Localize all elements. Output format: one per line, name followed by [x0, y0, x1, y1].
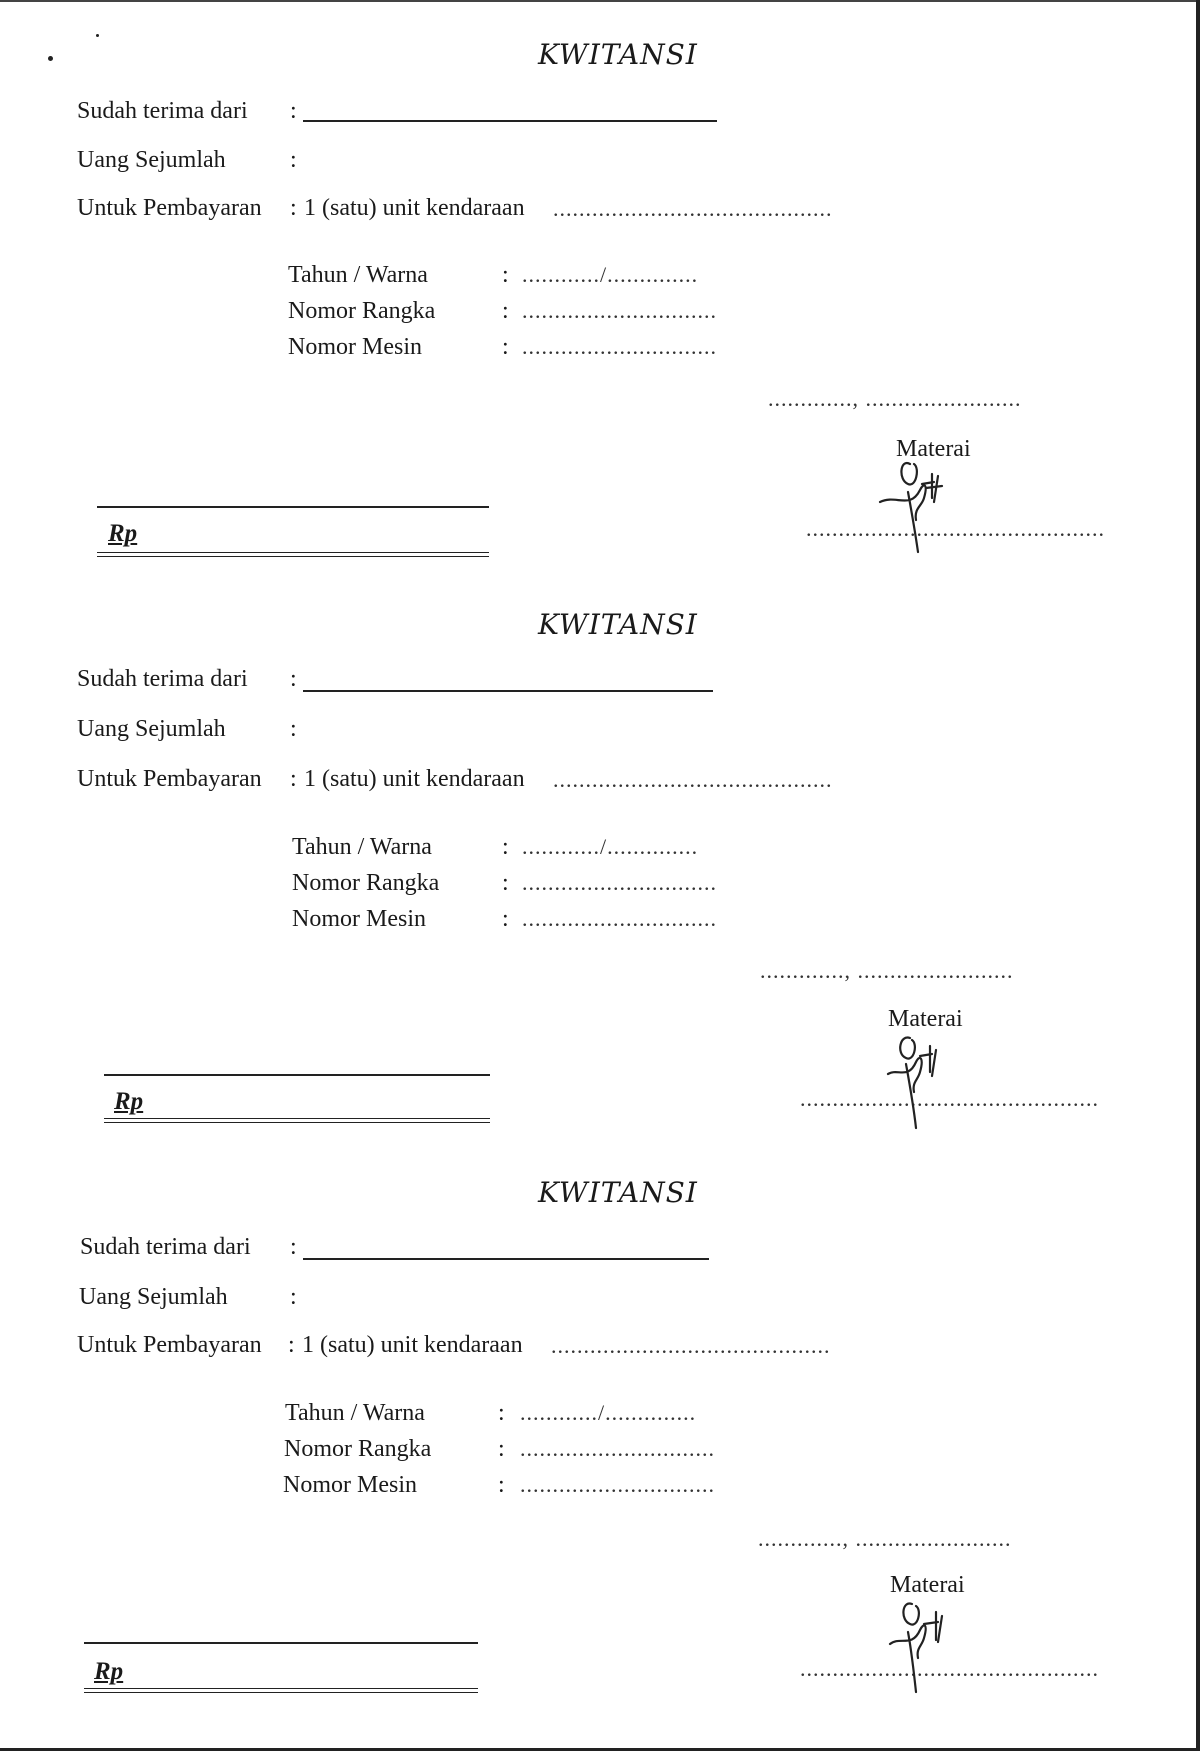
amount-box-bottom-line [104, 1118, 490, 1123]
colon: : [288, 1332, 295, 1358]
amount-box-bottom-line [97, 552, 489, 557]
colon: : [502, 834, 509, 860]
place-date-line: ............., ........................ [760, 958, 1014, 983]
signature-strokes [888, 1037, 936, 1128]
signature-line: .............................................. [800, 1086, 1099, 1111]
amount-box-top-line [97, 506, 489, 508]
receipt-title: KWITANSI [538, 608, 698, 641]
payment-value: 1 (satu) unit kendaraan [304, 766, 525, 792]
colon: : [290, 716, 297, 742]
rp-label: Rp [108, 520, 138, 547]
chassis-value: .............................. [522, 298, 717, 323]
received-from-line [303, 1258, 709, 1260]
colon: : [290, 98, 297, 124]
chassis-value: .............................. [522, 870, 717, 895]
amount-box-top-line [104, 1074, 490, 1076]
receipt-1 [0, 38, 1200, 598]
colon: : [498, 1472, 505, 1498]
year-color-value: ............/.............. [522, 834, 699, 859]
signature-line: .............................................. [800, 1656, 1099, 1681]
receipt-3 [0, 1176, 1200, 1736]
received-from-label: Sudah terima dari [77, 666, 248, 692]
materai-label: Materai [888, 1006, 963, 1032]
place-date-line: ............., ........................ [758, 1526, 1012, 1551]
received-from-label: Sudah terima dari [77, 98, 248, 124]
colon: : [290, 666, 297, 692]
receipt-title: KWITANSI [538, 38, 698, 71]
colon: : [502, 870, 509, 896]
materai-label: Materai [896, 436, 971, 462]
receipt-2 [0, 608, 1200, 1168]
chassis-label: Nomor Rangka [284, 1436, 432, 1462]
colon: : [502, 262, 509, 288]
payment-label: Untuk Pembayaran [77, 195, 262, 221]
signature-mark [876, 454, 956, 554]
payment-dots: ........................................... [551, 1333, 831, 1358]
amount-box-top-line [84, 1642, 478, 1644]
signature-strokes [880, 463, 942, 552]
colon: : [502, 334, 509, 360]
year-color-value: ............/.............. [520, 1400, 697, 1425]
amount-box-bottom-line [84, 1688, 478, 1693]
amount-label: Uang Sejumlah [79, 1284, 228, 1310]
payment-dots: ........................................... [553, 767, 833, 792]
payment-dots: ........................................... [553, 196, 833, 221]
received-from-line [303, 120, 717, 122]
signature-mark [880, 1032, 950, 1132]
engine-label: Nomor Mesin [283, 1472, 417, 1498]
payment-label: Untuk Pembayaran [77, 766, 262, 792]
amount-label: Uang Sejumlah [77, 716, 226, 742]
signature-line: .............................................. [806, 516, 1105, 541]
receipt-title: KWITANSI [538, 1176, 698, 1209]
received-from-line [303, 690, 713, 692]
engine-value: .............................. [520, 1472, 715, 1497]
colon: : [498, 1400, 505, 1426]
chassis-label: Nomor Rangka [292, 870, 440, 896]
page-edge-top [0, 0, 1200, 2]
colon: : [502, 298, 509, 324]
year-color-value: ............/.............. [522, 262, 699, 287]
chassis-label: Nomor Rangka [288, 298, 436, 324]
received-from-label: Sudah terima dari [80, 1234, 251, 1260]
engine-label: Nomor Mesin [292, 906, 426, 932]
rp-label: Rp [94, 1658, 124, 1685]
materai-label: Materai [890, 1572, 965, 1598]
colon: : [290, 195, 297, 221]
payment-value: 1 (satu) unit kendaraan [304, 195, 525, 221]
chassis-value: .............................. [520, 1436, 715, 1461]
year-color-label: Tahun / Warna [288, 262, 428, 288]
engine-value: .............................. [522, 906, 717, 931]
signature-mark [884, 1594, 954, 1694]
engine-value: .............................. [522, 334, 717, 359]
place-date-line: ............., ........................ [768, 386, 1022, 411]
colon: : [290, 147, 297, 173]
year-color-label: Tahun / Warna [285, 1400, 425, 1426]
scan-speck [96, 34, 99, 37]
colon: : [502, 906, 509, 932]
colon: : [498, 1436, 505, 1462]
year-color-label: Tahun / Warna [292, 834, 432, 860]
engine-label: Nomor Mesin [288, 334, 422, 360]
signature-strokes [890, 1603, 942, 1692]
payment-value: 1 (satu) unit kendaraan [302, 1332, 523, 1358]
payment-label: Untuk Pembayaran [77, 1332, 262, 1358]
colon: : [290, 766, 297, 792]
colon: : [290, 1284, 297, 1310]
rp-label: Rp [114, 1088, 144, 1115]
colon: : [290, 1234, 297, 1260]
amount-label: Uang Sejumlah [77, 147, 226, 173]
